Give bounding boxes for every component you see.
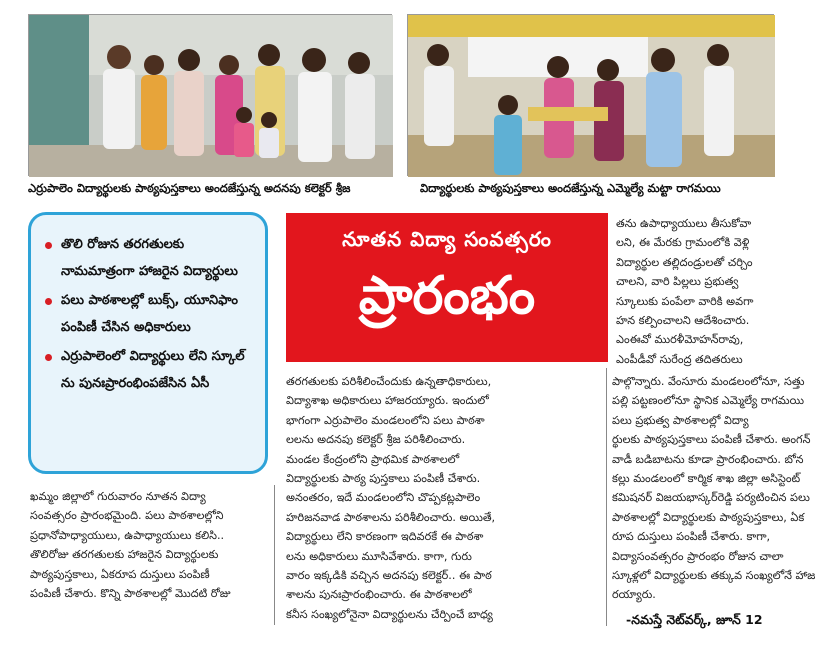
article-line: కమిషనర్ విజయభాస్కర్‌రెడ్డి పర్యటించిన పలు <box>612 491 810 505</box>
article-line: భాగంగా ఎర్రుపాలెం మండలంలోని పలు పాఠశా <box>286 413 485 427</box>
article-line: తొలిరోజు తరగతులకు హాజరైన విద్యార్థులకు <box>30 548 219 562</box>
article-line: ర్థులకు పాఠ్యపుస్తకాలు పంపిణీ చేశారు. అంగన్ <box>612 433 811 447</box>
article-line: విద్యార్థుల తల్లిదండ్రులతో చర్చిం <box>616 255 753 269</box>
article-line: హరిజనవాడ పాఠశాలను పరిశీలించారు. అయితే, <box>286 510 496 524</box>
left-photo <box>28 14 392 176</box>
article-line: పంపిణీ చేశారు. కొన్ని పాఠశాలల్లో మొదటి రోజు <box>30 587 231 601</box>
article-line: తను ఉపాధ్యాయులు తీసుకోవా <box>616 217 752 230</box>
article-line: పలు ప్రభుత్వ పాఠశాలల్లో విద్యా <box>612 413 749 427</box>
article-line: రయ్యారు. <box>612 588 656 602</box>
article-line: పాఠశాలల్లో విద్యార్థులకు పాఠ్యపుస్తకాలు, ఏక <box>612 510 805 524</box>
bullet-icon <box>45 354 52 361</box>
article-column-left <box>30 487 270 627</box>
article-line: వారం ఇక్కడికి వచ్చిన అదనపు కలెక్టర్.. ఈ పాఠ <box>286 569 492 583</box>
article-line: స్కూళ్లలో విద్యార్థులకు తక్కువ సంఖ్యలోనే హాజ <box>612 569 815 583</box>
article-line: పాఠ్యపుస్తకాలు, ఏకరూప దుస్తులు పంపిణీ <box>30 567 210 581</box>
article-column-right-bottom <box>612 372 815 608</box>
highlights-box <box>28 212 268 474</box>
headline-main: ప్రారంభం <box>358 265 536 326</box>
article-line: విద్యార్థులు లేని కారణంగా ఇదివరకే ఈ పాఠశా <box>286 530 484 544</box>
headline-kicker: నూతన విద్యా సంవత్సరం <box>342 227 552 251</box>
article-line: అనంతరం, ఇదే మండలంలోని చొప్పకట్లపాలెం <box>286 491 481 505</box>
article-line: కల్లు మండలంలో కార్మిక శాఖ జిల్లా అసిస్టెంట్ <box>612 472 801 486</box>
article-column-middle <box>286 372 600 632</box>
column-divider <box>606 368 607 626</box>
article-line: స్కూలుకు పంపేలా వారికి అవగా <box>616 294 754 308</box>
article-line: హన కల్పించాలని ఆదేశించారు. <box>616 314 750 328</box>
left-photo-caption: ఎర్రుపాలెం విద్యార్థులకు పాఠ్యపుస్తకాలు అందజేస్తున్న అదనపు కలెక్టర్ శ్రీజ <box>28 181 351 195</box>
article-line: లను అధికారులు మూసివేశారు. కాగా, గురు <box>286 549 472 563</box>
article-line: ఖమ్మం జిల్లాలో గురువారం నూతన విద్యా <box>30 490 206 503</box>
article-line: పాల్గొన్నారు. వేంసూరు మండలంలోనూ, సత్తు <box>612 375 805 388</box>
article-line: మండల కేంద్రంలోని ప్రాథమిక పాఠశాలలో <box>286 452 460 466</box>
article-line: చాలని, వారి పిల్లలు ప్రభుత్వ <box>616 275 739 289</box>
article-line: ఎంపీడీవో సురేంద్ర తదితరులు <box>616 352 743 366</box>
article-line: లలను అదనపు కలెక్టర్ శ్రీజ పరిశీలించారు. <box>286 433 466 447</box>
bullet-icon <box>45 298 52 305</box>
article-line: రూప దుస్తులు పంపిణీ చేశారు. కాగా, <box>612 530 771 544</box>
article-line: కనీస సంఖ్యలోనైనా విద్యార్థులను చేర్పించే బాధ్య <box>286 607 493 621</box>
byline: -నమస్తే నెట్‌వర్క్, జూన్ 12 <box>626 612 763 627</box>
article-column-right-top <box>616 214 786 372</box>
right-photo <box>407 14 774 176</box>
headline-block <box>286 213 608 362</box>
highlight-item: పలు పాఠశాలల్లో బుక్స్, యూనిఫాం పంపిణీ చేసిన అధికారులు <box>45 287 255 341</box>
highlight-item: తొలి రోజున తరగతులకు నామమాత్రంగా హాజరైన విద్యార్థులు <box>45 231 255 285</box>
article-line: విద్యాసంవత్సరం ప్రారంభం రోజున చాలా <box>612 549 784 563</box>
bullet-icon <box>45 242 52 249</box>
highlight-item: ఎర్రుపాలెంలో విద్యార్థులు లేని స్కూల్ ను పునఃప్రారంభింపజేసిన ఏసీ <box>45 343 255 397</box>
article-line: ఎంఈవో మురళీమోహన్‌రావు, <box>616 333 744 347</box>
article-line: లని, ఈ మేరకు గ్రామంలోకి వెళ్లి <box>616 236 750 250</box>
article-line: వాడీ బడిబాటను కూడా ప్రారంభించారు. బోన <box>612 452 804 466</box>
column-divider <box>274 485 275 625</box>
right-photo-caption: విద్యార్థులకు పాఠ్యపుస్తకాలు అందజేస్తున్న ఎమ్మెల్యే మట్టా రాగమయి <box>420 181 721 195</box>
article-line: పల్లి పట్టణంలోనూ స్థానిక ఎమ్మెల్యే రాగమయి <box>612 394 805 408</box>
article-line: సంవత్సరం ప్రారంభమైంది. పలు పాఠశాలల్లోని <box>30 509 224 523</box>
article-line: శాలను పునఃప్రారంభించారు. ఈ పాఠశాలలో <box>286 588 472 602</box>
article-line: తరగతులకు పరిశీలించేందుకు ఉన్నతాధికారులు, <box>286 375 492 388</box>
article-line: విద్యార్థులకు పాఠ్య పుస్తకాలు పంపిణీ చేశారు. <box>286 472 481 486</box>
article-line: విద్యాశాఖ అధికారులు హాజరయ్యారు. ఇందులో <box>286 394 489 408</box>
article-line: ప్రధానోపాధ్యాయులు, ఉపాధ్యాయులు కలిసి.. <box>30 528 225 542</box>
